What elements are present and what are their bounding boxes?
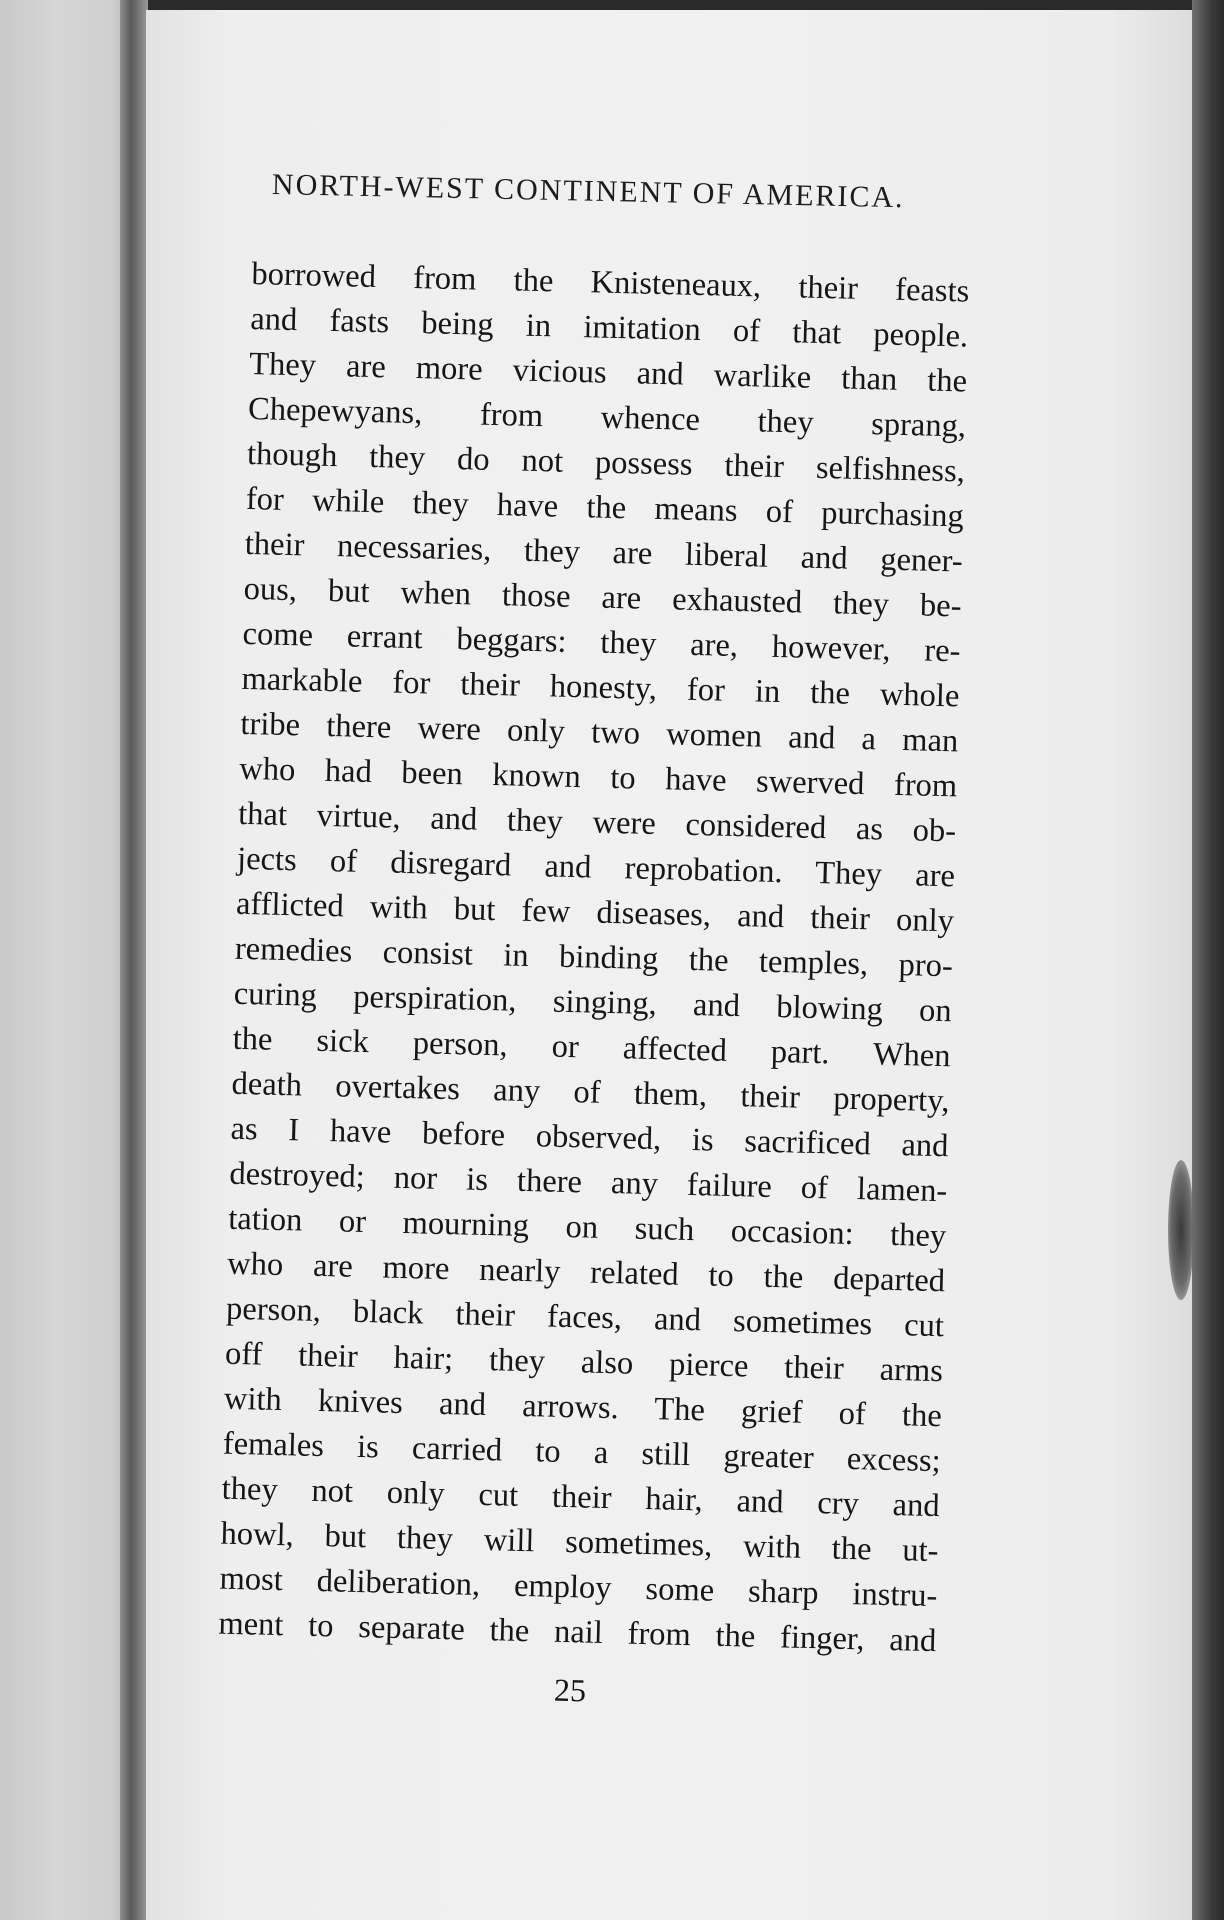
text-line: who had been known to have swerved from [238,750,958,805]
text-line: though they do not possess their selfishness, [246,435,966,490]
text-line: They are more vicious and warlike than the [248,345,968,400]
text-line: most deliberation, employ some sharp instru- [219,1560,938,1615]
left-facing-page-edge [0,0,140,1920]
body-text [218,252,970,1664]
text-line: tation or mourning on such occasion: they [227,1200,947,1255]
text-line: howl, but they will sometimes, with the ut- [220,1515,939,1570]
text-line: ment to separate the nail from the finger, and [218,1605,937,1660]
text-line: remedies consist in binding the temples, pro- [234,930,954,985]
text-line: tribe there were only two women and a man [240,705,959,760]
text-line: person, black their faces, and sometimes cut [225,1290,945,1345]
text-line: borrowed from the Knisteneaux, their feasts [251,255,970,310]
text-line: off their hair; they also pierce their arms [224,1335,944,1390]
text-line: afflicted with but few diseases, and their only [235,885,955,940]
text-line: with knives and arrows. The grief of the [223,1380,943,1435]
text-line: as I have before observed, is sacrificed and [230,1110,949,1165]
text-line: markable for their honesty, for in the whole [241,660,960,715]
page-number: 25 [553,1671,587,1709]
text-line: death overtakes any of them, their property, [231,1065,950,1120]
text-line: come errant beggars: they are, however, re- [242,615,961,670]
thumb-shadow [1168,1160,1194,1300]
text-line: curing perspiration, singing, and blowing on [233,975,953,1030]
text-line: destroyed; nor is there any failure of lamen- [229,1155,948,1210]
text-line: that virtue, and they were considered as ob- [237,795,957,850]
text-line: for while they have the means of purchasing [245,480,965,535]
text-line: they not only cut their hair, and cry and [221,1470,941,1525]
text-line: ous, but when those are exhausted they be- [243,570,962,625]
right-page-edge [1192,0,1224,1920]
text-line: Chepewyans, from whence they sprang, [247,390,967,445]
text-line: and fasts being in imitation of that people. [249,300,969,355]
text-line: who are more nearly related to the departed [226,1245,946,1300]
running-head: NORTH-WEST CONTINENT OF AMERICA. [271,168,905,215]
text-line: jects of disregard and reprobation. They are [236,840,956,895]
text-line: their necessaries, they are liberal and gener- [244,525,964,580]
text-line: females is carried to a still greater excess; [222,1425,942,1480]
book-gutter [120,0,148,1920]
text-line: the sick person, or affected part. When [232,1020,951,1075]
